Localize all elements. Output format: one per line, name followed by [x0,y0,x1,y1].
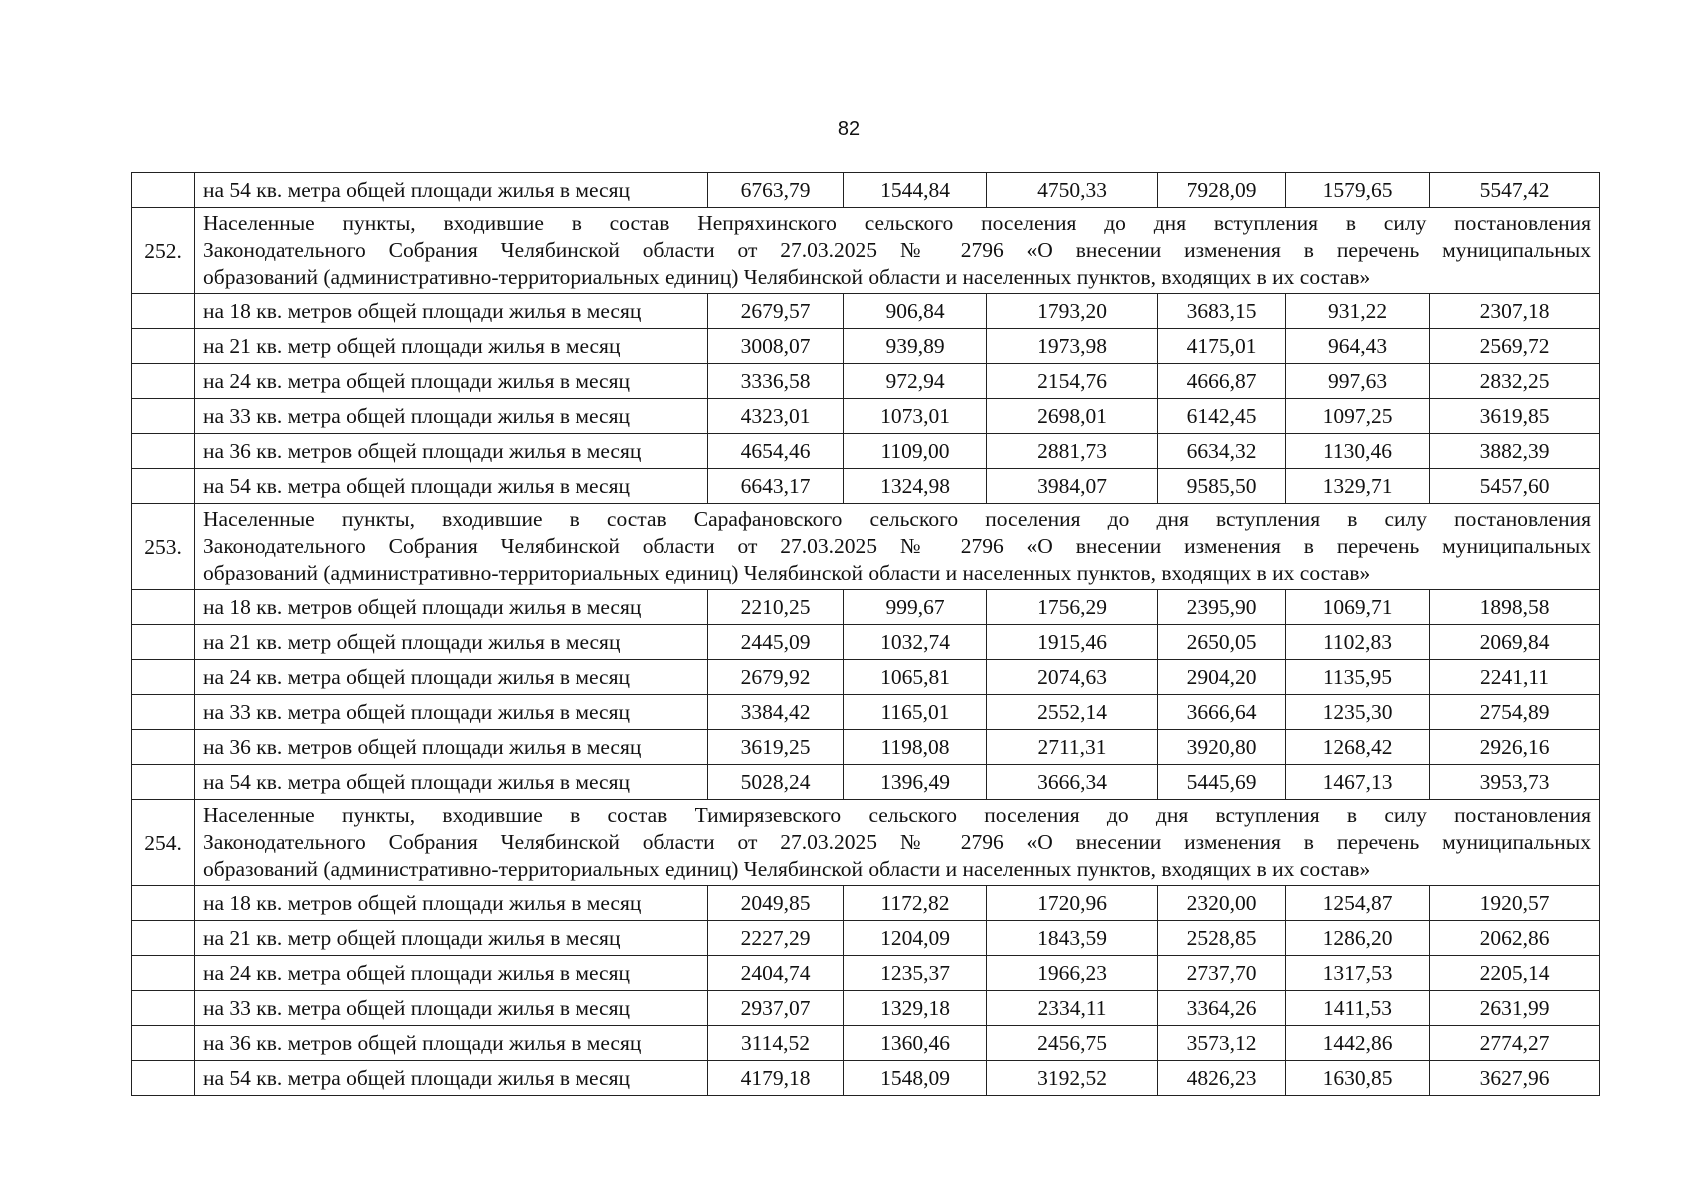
row-index-cell [132,1026,195,1061]
section-heading-row [132,800,1600,886]
row-label: на 24 кв. метра общей площади жилья в месяц [195,364,708,399]
value-cell: 4666,87 [1158,364,1286,399]
value-cell: 1360,46 [844,1026,987,1061]
value-cell: 1065,81 [844,660,987,695]
value-cell: 2307,18 [1430,294,1600,329]
value-cell: 2404,74 [708,956,844,991]
value-cell: 2456,75 [987,1026,1158,1061]
value-cell: 1235,30 [1286,695,1430,730]
value-cell: 1254,87 [1286,886,1430,921]
section-heading-line: Законодательного Собрания Челябинской области от 27.03.2025 № 2796 «О внесении изменения в перечень муниципальных [203,830,1591,854]
value-cell: 2569,72 [1430,329,1600,364]
value-cell: 3882,39 [1430,434,1600,469]
table-row [132,886,1600,921]
value-cell: 2395,90 [1158,590,1286,625]
value-cell: 3953,73 [1430,765,1600,800]
value-cell: 3384,42 [708,695,844,730]
value-cell: 1793,20 [987,294,1158,329]
value-cell: 1109,00 [844,434,987,469]
value-cell: 2528,85 [1158,921,1286,956]
value-cell: 5445,69 [1158,765,1286,800]
value-cell: 1920,57 [1430,886,1600,921]
value-cell: 1165,01 [844,695,987,730]
table-row [132,399,1600,434]
row-index-cell [132,921,195,956]
value-cell: 931,22 [1286,294,1430,329]
value-cell: 2074,63 [987,660,1158,695]
value-cell: 997,63 [1286,364,1430,399]
row-label: на 18 кв. метров общей площади жилья в месяц [195,590,708,625]
row-label: на 36 кв. метров общей площади жилья в месяц [195,1026,708,1061]
table-row [132,1026,1600,1061]
row-index-cell [132,886,195,921]
value-cell: 2679,92 [708,660,844,695]
value-cell: 939,89 [844,329,987,364]
value-cell: 5028,24 [708,765,844,800]
value-cell: 1329,18 [844,991,987,1026]
row-label: на 18 кв. метров общей площади жилья в месяц [195,294,708,329]
value-cell: 1411,53 [1286,991,1430,1026]
section-heading-line: Населенные пункты, входившие в состав Непряхинского сельского поселения до дня вступления в силу постановления [203,211,1591,235]
value-cell: 1130,46 [1286,434,1430,469]
section-heading-line: Населенные пункты, входившие в состав Сарафановского сельского поселения до дня вступления в силу постановления [203,507,1591,531]
row-label: на 54 кв. метра общей площади жилья в месяц [195,1061,708,1096]
value-cell: 2737,70 [1158,956,1286,991]
section-heading [195,800,1600,886]
value-cell: 4826,23 [1158,1061,1286,1096]
section-heading-line: Населенные пункты, входившие в состав Тимирязевского сельского поселения до дня вступления в силу постановления [203,803,1591,827]
table-row [132,173,1600,208]
section-heading-row [132,504,1600,590]
value-cell: 9585,50 [1158,469,1286,504]
value-cell: 2754,89 [1430,695,1600,730]
row-label: на 33 кв. метра общей площади жилья в месяц [195,695,708,730]
value-cell: 1973,98 [987,329,1158,364]
section-heading-line: Законодательного Собрания Челябинской области от 27.03.2025 № 2796 «О внесении изменения в перечень муниципальных [203,238,1591,262]
value-cell: 1324,98 [844,469,987,504]
value-cell: 4654,46 [708,434,844,469]
section-heading-line: образований (административно-территориальных единиц) Челябинской области и населенных пунктов, входящих в их состав» [203,265,1371,289]
row-label: на 54 кв. метра общей площади жилья в месяц [195,765,708,800]
value-cell: 2650,05 [1158,625,1286,660]
row-index-cell [132,399,195,434]
table-row [132,765,1600,800]
row-index-cell [132,434,195,469]
section-heading-line: образований (административно-территориальных единиц) Челябинской области и населенных пунктов, входящих в их состав» [203,561,1371,585]
row-index-cell [132,329,195,364]
row-index-cell [132,730,195,765]
row-index-cell [132,469,195,504]
value-cell: 2711,31 [987,730,1158,765]
value-cell: 3666,64 [1158,695,1286,730]
value-cell: 1720,96 [987,886,1158,921]
row-label: на 36 кв. метров общей площади жилья в месяц [195,730,708,765]
value-cell: 2937,07 [708,991,844,1026]
value-cell: 3192,52 [987,1061,1158,1096]
value-cell: 5457,60 [1430,469,1600,504]
row-label: на 24 кв. метра общей площади жилья в месяц [195,660,708,695]
section-index: 253. [132,504,195,590]
value-cell: 1548,09 [844,1061,987,1096]
value-cell: 1286,20 [1286,921,1430,956]
row-index-cell [132,956,195,991]
value-cell: 4175,01 [1158,329,1286,364]
row-index-cell [132,625,195,660]
section-heading [195,208,1600,294]
value-cell: 1268,42 [1286,730,1430,765]
value-cell: 1915,46 [987,625,1158,660]
value-cell: 1135,95 [1286,660,1430,695]
value-cell: 2698,01 [987,399,1158,434]
value-cell: 1069,71 [1286,590,1430,625]
value-cell: 2210,25 [708,590,844,625]
row-index-cell [132,294,195,329]
section-heading-line: образований (административно-территориальных единиц) Челябинской области и населенных пунктов, входящих в их состав» [203,857,1371,881]
value-cell: 1317,53 [1286,956,1430,991]
value-cell: 906,84 [844,294,987,329]
value-cell: 1329,71 [1286,469,1430,504]
row-label: на 33 кв. метра общей площади жилья в месяц [195,399,708,434]
value-cell: 1898,58 [1430,590,1600,625]
value-cell: 999,67 [844,590,987,625]
row-label: на 24 кв. метра общей площади жилья в месяц [195,956,708,991]
page-number: 82 [837,118,861,140]
value-cell: 2832,25 [1430,364,1600,399]
value-cell: 2049,85 [708,886,844,921]
value-cell: 3573,12 [1158,1026,1286,1061]
value-cell: 5547,42 [1430,173,1600,208]
table-row [132,1061,1600,1096]
value-cell: 3619,85 [1430,399,1600,434]
value-cell: 2205,14 [1430,956,1600,991]
row-label: на 54 кв. метра общей площади жилья в месяц [195,469,708,504]
value-cell: 2445,09 [708,625,844,660]
value-cell: 1544,84 [844,173,987,208]
row-label: на 21 кв. метр общей площади жилья в месяц [195,921,708,956]
value-cell: 3008,07 [708,329,844,364]
row-index-cell [132,695,195,730]
value-cell: 2926,16 [1430,730,1600,765]
value-cell: 6763,79 [708,173,844,208]
value-cell: 2774,27 [1430,1026,1600,1061]
table-row [132,294,1600,329]
value-cell: 1204,09 [844,921,987,956]
value-cell: 2679,57 [708,294,844,329]
value-cell: 3627,96 [1430,1061,1600,1096]
value-cell: 1396,49 [844,765,987,800]
value-cell: 4750,33 [987,173,1158,208]
section-heading-line: Законодательного Собрания Челябинской области от 27.03.2025 № 2796 «О внесении изменения в перечень муниципальных [203,534,1591,558]
tariff-table [131,172,1600,1096]
value-cell: 1102,83 [1286,625,1430,660]
value-cell: 2631,99 [1430,991,1600,1026]
value-cell: 2241,11 [1430,660,1600,695]
value-cell: 3984,07 [987,469,1158,504]
value-cell: 1235,37 [844,956,987,991]
table-row [132,434,1600,469]
value-cell: 2154,76 [987,364,1158,399]
table-row [132,469,1600,504]
table-body [132,173,1600,1096]
table-row [132,625,1600,660]
table-row [132,695,1600,730]
value-cell: 2334,11 [987,991,1158,1026]
value-cell: 2904,20 [1158,660,1286,695]
value-cell: 2069,84 [1430,625,1600,660]
row-label: на 21 кв. метр общей площади жилья в месяц [195,329,708,364]
row-index-cell [132,991,195,1026]
value-cell: 1843,59 [987,921,1158,956]
value-cell: 964,43 [1286,329,1430,364]
row-index-cell [132,1061,195,1096]
row-label: на 18 кв. метров общей площади жилья в месяц [195,886,708,921]
value-cell: 2320,00 [1158,886,1286,921]
table-row [132,329,1600,364]
section-heading-row [132,208,1600,294]
value-cell: 6142,45 [1158,399,1286,434]
row-index-cell [132,765,195,800]
value-cell: 3619,25 [708,730,844,765]
section-index: 254. [132,800,195,886]
value-cell: 2552,14 [987,695,1158,730]
value-cell: 2062,86 [1430,921,1600,956]
value-cell: 1579,65 [1286,173,1430,208]
row-index-cell [132,660,195,695]
value-cell: 1966,23 [987,956,1158,991]
value-cell: 3666,34 [987,765,1158,800]
value-cell: 1756,29 [987,590,1158,625]
table-row [132,364,1600,399]
table-row [132,730,1600,765]
value-cell: 4323,01 [708,399,844,434]
value-cell: 4179,18 [708,1061,844,1096]
value-cell: 1172,82 [844,886,987,921]
table-row [132,660,1600,695]
value-cell: 972,94 [844,364,987,399]
row-index-cell [132,590,195,625]
row-index-cell [132,364,195,399]
section-heading [195,504,1600,590]
value-cell: 6643,17 [708,469,844,504]
value-cell: 1442,86 [1286,1026,1430,1061]
section-index: 252. [132,208,195,294]
value-cell: 7928,09 [1158,173,1286,208]
value-cell: 6634,32 [1158,434,1286,469]
value-cell: 1630,85 [1286,1061,1430,1096]
value-cell: 3364,26 [1158,991,1286,1026]
table-row [132,921,1600,956]
value-cell: 3920,80 [1158,730,1286,765]
value-cell: 1032,74 [844,625,987,660]
value-cell: 3114,52 [708,1026,844,1061]
row-label: на 21 кв. метр общей площади жилья в месяц [195,625,708,660]
table-row [132,956,1600,991]
row-label: на 36 кв. метров общей площади жилья в месяц [195,434,708,469]
value-cell: 3683,15 [1158,294,1286,329]
row-label: на 54 кв. метра общей площади жилья в месяц [195,173,708,208]
value-cell: 1073,01 [844,399,987,434]
value-cell: 1467,13 [1286,765,1430,800]
value-cell: 1097,25 [1286,399,1430,434]
row-index-cell [132,173,195,208]
value-cell: 2881,73 [987,434,1158,469]
row-label: на 33 кв. метра общей площади жилья в месяц [195,991,708,1026]
value-cell: 2227,29 [708,921,844,956]
value-cell: 1198,08 [844,730,987,765]
value-cell: 3336,58 [708,364,844,399]
table-row [132,590,1600,625]
table-row [132,991,1600,1026]
